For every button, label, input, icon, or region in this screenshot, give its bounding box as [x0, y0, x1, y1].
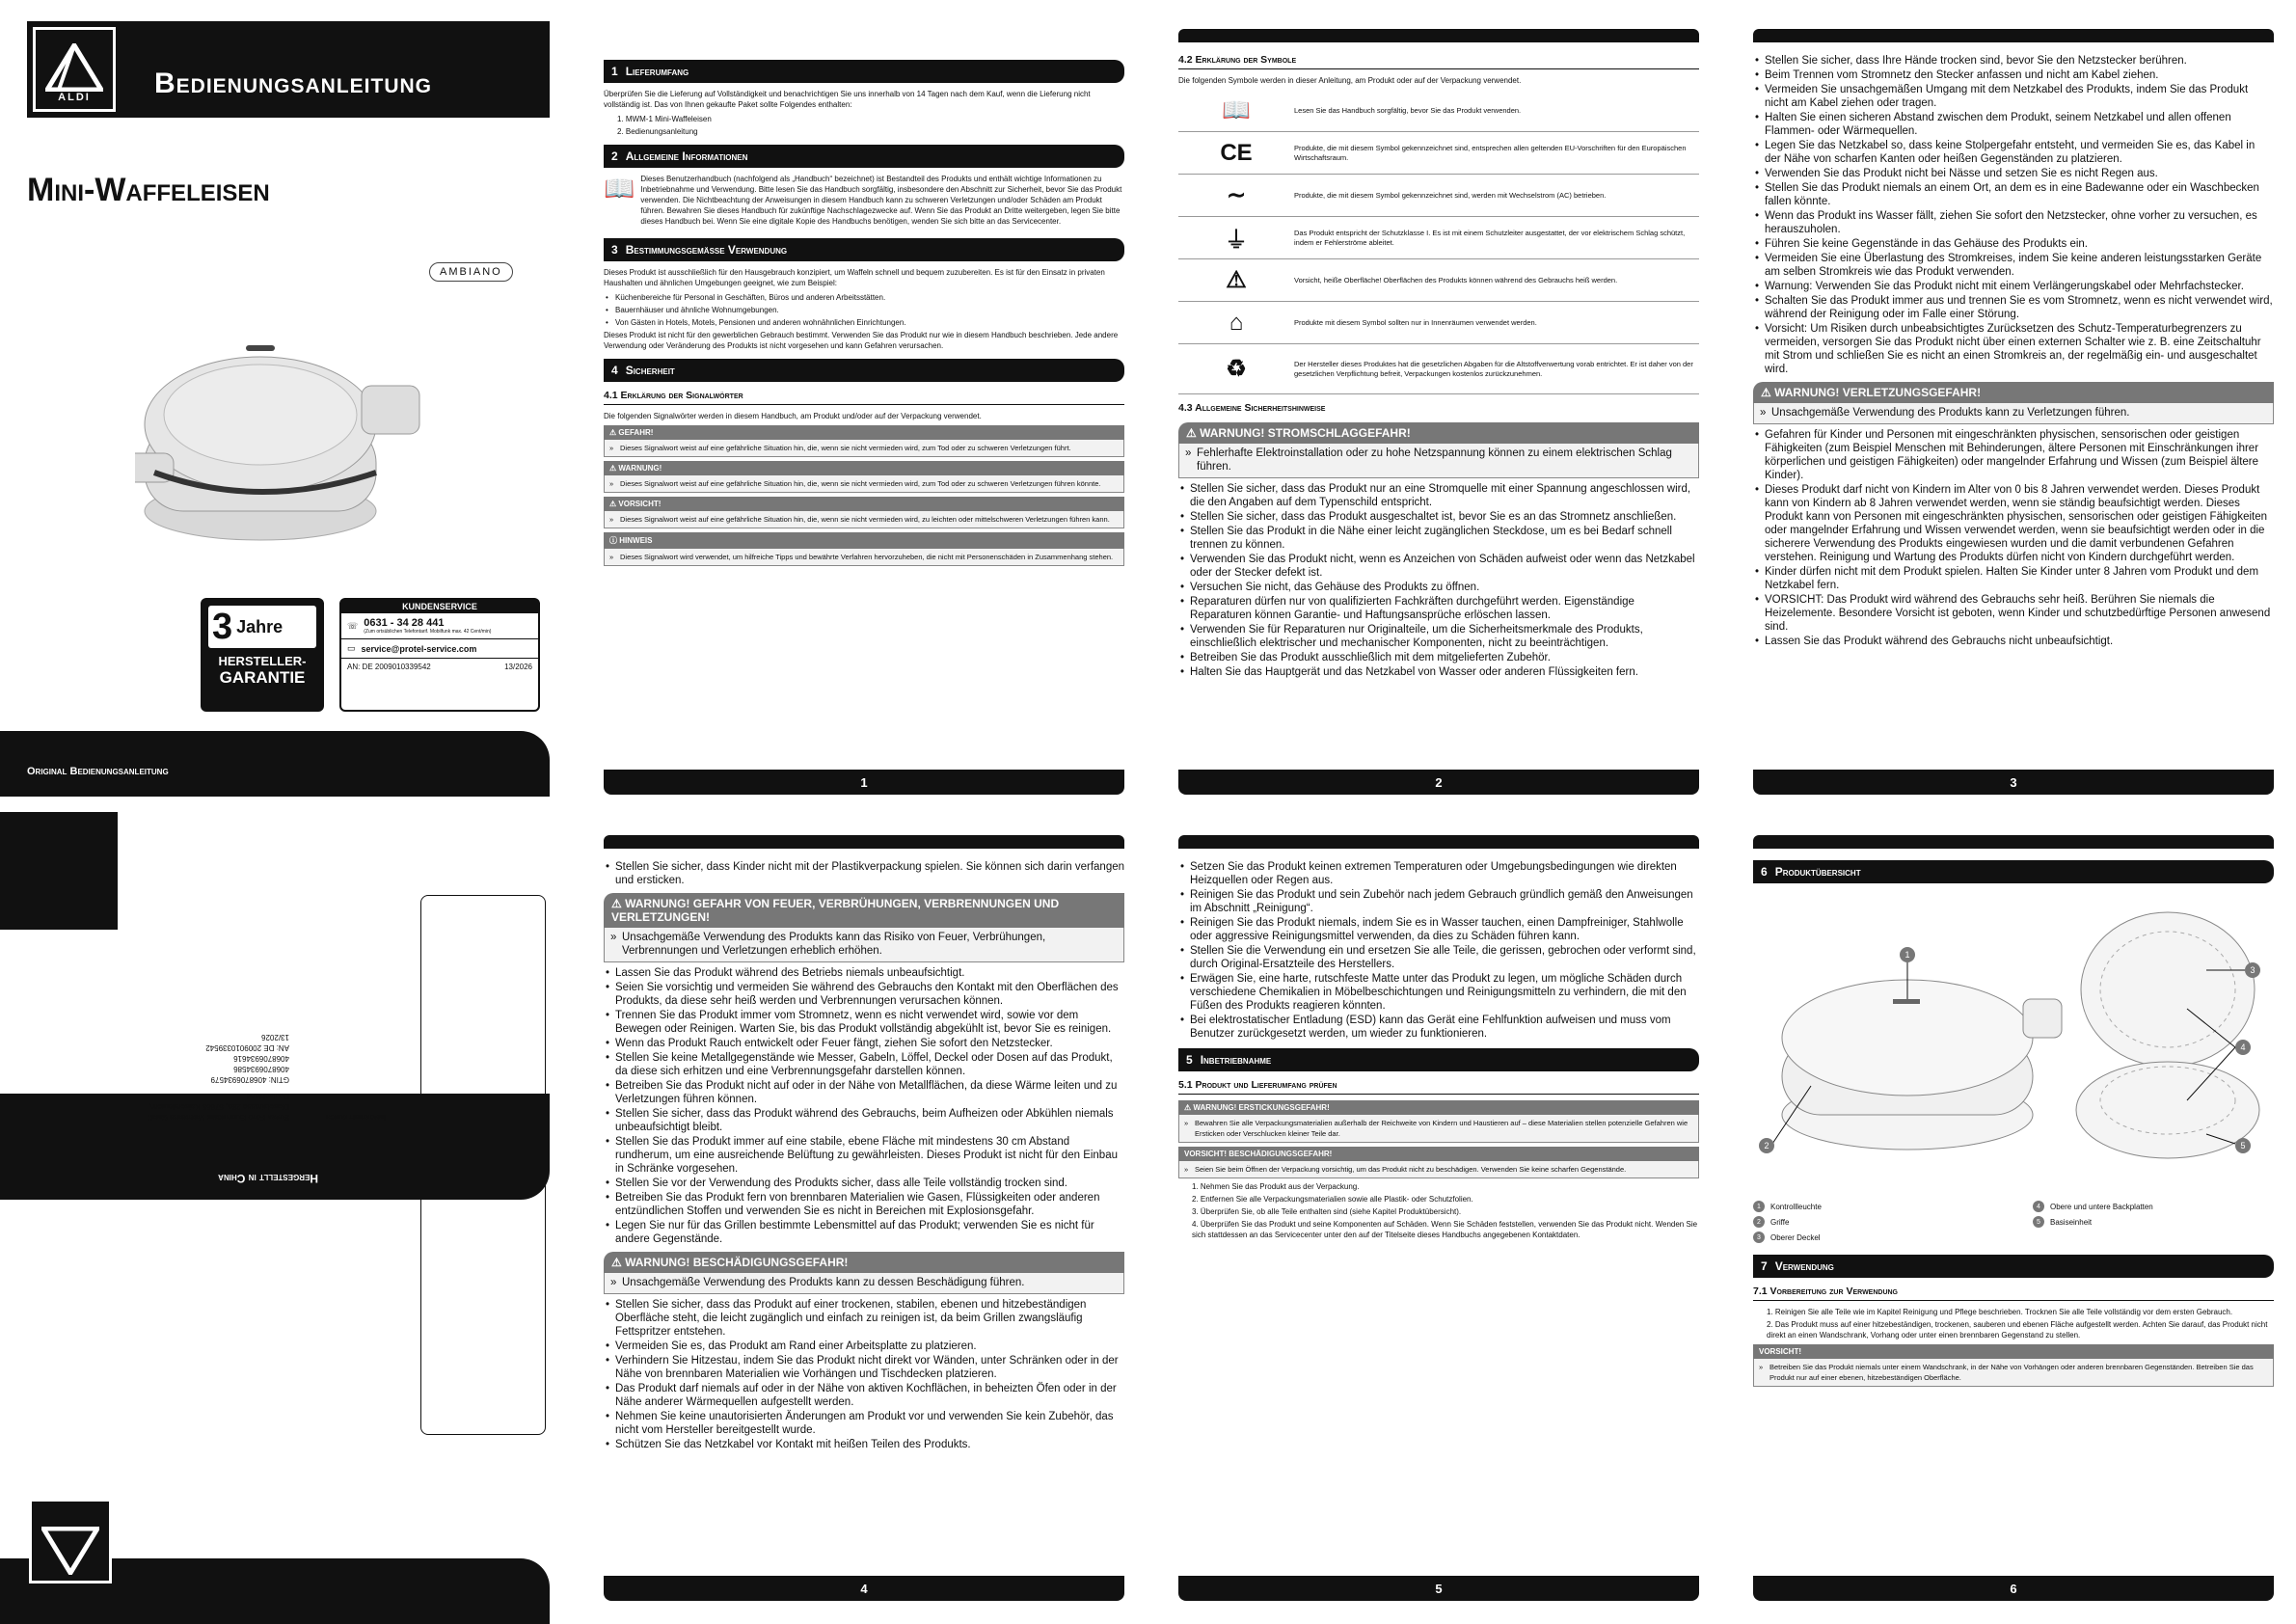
page-1: 1 Lieferumfang Überprüfen Sie die Lieferung auf Vollständigkeit und benachrichtigen Sie uns innerhalb von 14 Tagen nach dem Kauf, wenn die Lieferung nicht vollständig ist. Das von Ihnen gekaufte Paket sollte Folgendes enthalten: 1. MWM-1 Mini-Waffeleisen 2. Bedienungsanleitung 2 Allgemeine Informationen 📖 Dieses Benutzerhandbuch (nachfolgend als „Handbuch“ bezeichnet) ist Bestandteil des Produkts und enthält wichtige Informationen zu Inbetriebnahme und Verwendung. Bitte lesen Sie das Handbuch sorgfältig, insbesondere den Abschnitt zur Sicherheit, bevor Sie das Produkt verwenden. Die Nichtbeachtung der Anweisungen in diesem Handbuch kann zu schweren Verletzungen und/oder Schäden am Produkt führen. Bewahren Sie dieses Handbuch für zukünftige Nachschlagezwecke auf. Wenn Sie das Produkt an Dritte weitergeben, legen Sie bitte dieses Handbuch bei. Wenn Sie eine digitale Kopie des Handbuchs benötigen, wenden Sie sich bitte an das Servicecenter. 3 Bestimmungsgemässe Verwendung Dieses Produkt ist ausschließlich für den Hausgebrauch konzipiert, um Waffeln schnell und bequem zuzubereiten. Es ist für den Einsatz in privaten Haushalten und ähnlichen Umgebungen geeignet, wie zum Beispiel: • Küchenbereiche für Personal in Geschäften, Büros und anderen Arbeitsstätten. • Bauernhäuser und ähnliche Wohnumgebungen. • Von Gästen in Hotels, Motels, Pensionen und anderen wohnähnlichen Einrichtungen. Dieses Produkt ist nicht für den gewerblichen Gebrauch bestimmt. Verwenden Sie das Produkt nur wie in diesem Handbuch beschrieben. Jede andere Verwendung oder Veränderung des Produkts ist nicht vorgesehen und kann Gefahren verursachen. 4 Sicherheit 4.1 Erklärung der Signalwörter Die folgenden Signalwörter werden in diesem Handbuch, am Produkt und/oder auf der Verpackung verwendet. ⚠ GEFAHR! » Dieses Signalwort weist auf eine gefährliche Situation hin, die, wenn sie nicht vermieden wird, zum Tod oder zu schweren Verletzungen führt. ⚠ WARNUNG! » Dieses Signalwort weist auf eine gefährliche Situation hin, die, wenn sie nicht vermieden wird, zum Tod oder zu schweren Verletzungen führen könnte. ⚠ VORSICHT! » Dieses Signalwort weist auf eine gefährliche Situation hin, die, wenn sie nicht vermieden wird, zu leichten oder mittelschweren Verletzungen führen kann. ⓘ HINWEIS » Dieses Signalwort wird verwendet, um hilfreiche Tipps und bewährte Verfahren hervorzuheben, die nicht mit Personenschäden in Zusammenhang stehen. [604, 52, 1124, 795]
aldi-logo: ALDI [33, 27, 116, 112]
page-5: • Setzen Sie das Produkt keinen extremen Temperaturen oder Umgebungsbedingungen wie direkten Heizquellen oder Regen aus. • Reinigen Sie das Produkt und sein Zubehör nach jedem Gebrauch gründlich gemäß den Anweisungen im Abschnitt „Reinigung“. • Reinigen Sie das Produkt niemals, indem Sie es in Wasser tauchen, einen Dampfreiniger, Stahlwolle oder aggressive Reinigungsmittel verwenden, da dies zu Schäden führen kann. • Stellen Sie die Verwendung ein und ersetzen Sie alle Teile, die gerissen, gebrochen oder verformt sind, durch Original-Ersatzteile des Herstellers. • Erwägen Sie, eine harte, rutschfeste Matte unter das Produkt zu legen, um mögliche Schäden durch verschiedene Chemikalien in Möbelbeschichtungen und Reinigungsmitteln zu verhindern, die mit den Füßen des Produkts reagieren könnten. • Bei elektrostatischer Entladung (ESD) kann das Gerät eine Fehlfunktion aufweisen und muss vom Benutzer zurückgesetzt werden, um wieder zu funktionieren. 5 Inbetriebnahme 5.1 Produkt und Lieferumfang prüfen ⚠ WARNUNG! ERSTICKUNGSGEFAHR! » Bewahren Sie alle Verpackungsmaterialien außerhalb der Reichweite von Kindern und Haustieren auf – diese Materialien stellen potenzielle Gefahren wie Ersticken oder Verschlucken kleiner Teile dar. VORSICHT! BESCHÄDIGUNGSGEFAHR! » Seien Sie beim Öffnen der Verpackung vorsichtig, um das Produkt nicht zu beschädigen. Verwenden Sie keine scharfen Gegenstände. 1. Nehmen Sie das Produkt aus der Verpackung. 2. Entfernen Sie alle Verpackungsmaterialien sowie alle Plastik- oder Schutzfolien. 3. Überprüfen Sie, ob alle Teile enthalten sind (siehe Kapitel Produktübersicht). 4. Überprüfen Sie das Produkt und seine Komponenten auf Schäden. Wenn Sie Schäden feststellen, verwenden Sie das Produkt nicht. Wenden Sie sich stattdessen an das Servicecenter unter den auf der Titelseite dieses Handbuchs angegebenen Kontaktdaten. [1178, 835, 1699, 1578]
page-3: • Stellen Sie sicher, dass Ihre Hände trocken sind, bevor Sie den Netzstecker berühren. • Beim Trennen vom Stromnetz den Stecker anfassen und nicht am Kabel ziehen. • Vermeiden Sie unsachgemäßen Umgang mit dem Netzkabel des Produkts, indem Sie das Produkt nicht am Kabel ziehen oder tragen. • Halten Sie einen sicheren Abstand zwischen dem Produkt, seinem Netzkabel und allen offenen Flammen- oder Wärmequellen. • Legen Sie das Netzkabel so, dass keine Stolpergefahr entsteht, und vermeiden Sie es, das Kabel in der Nähe von scharfen Kanten oder heißen Gegenständen zu platzieren. • Verwenden Sie das Produkt nicht bei Nässe und setzen Sie es nicht Regen aus. • Stellen Sie das Produkt niemals an einem Ort, an dem es in eine Badewanne oder ein Waschbecken fallen könnte. • Wenn das Produkt ins Wasser fällt, ziehen Sie sofort den Netzstecker, ohne vorher zu versuchen, es herauszuholen. • Führen Sie keine Gegenstände in das Gehäuse des Produkts ein. • Vermeiden Sie eine Überlastung des Stromkreises, indem Sie keine anderen leistungsstarken Geräte am selben Stromkreis wie das Produkt verwenden. • Warnung: Verwenden Sie das Produkt nicht mit einem Verlängerungskabel oder Mehrfachstecker. • Schalten Sie das Produkt immer aus und trennen Sie es vom Stromnetz, wenn es nicht verwendet wird, während der Reinigung oder im Falle einer Störung. • Vorsicht: Um Risiken durch unbeabsichtigtes Zurücksetzen des Schutz-Temperaturbegrenzers zu vermeiden, versorgen Sie das Produkt nicht über einen externen Schalter wie z. B. eine Zeitschaltuhr mit Strom und schließen Sie es nicht an einen Stromkreis an, der regelmäßig ein- und ausgeschaltet wird. ⚠ WARNUNG! VERLETZUNGSGEFAHR! » Unsachgemäße Verwendung des Produkts kann zu Verletzungen führen. • Gefahren für Kinder und Personen mit eingeschränkten physischen, sensorischen oder geistigen Fähigkeiten (zum Beispiel Menschen mit Behinderungen, ältere Personen mit Einschränkungen ihrer körperlichen und geistigen Fähigkeiten) oder mangelnder Erfahrung und Wissen (zum Beispiel ältere Kinder). • Dieses Produkt darf nicht von Kindern im Alter von 0 bis 8 Jahren verwendet werden. Dieses Produkt kann von Kindern ab 8 Jahren verwendet werden, wenn sie ständig beaufsichtigt werden. Dieses Produkt kann von Personen mit eingeschränkten physischen, sensorischen oder geistigen Fähigkeiten oder mangelnder Erfahrung und Wissen verwendet werden, wenn sie beaufsichtigt werden oder in die sicherere Verwendung des Produkts eingewiesen wurden und die damit verbundenen Gefahren verstehen. Reinigung und Wartung des Produkts dürfen nicht von Kindern durchgeführt werden. • Kinder dürfen nicht mit dem Produkt spielen. Halten Sie Kinder unter 8 Jahren vom Produkt und dem Netzkabel fern. • VORSICHT: Das Produkt wird während des Gebrauchs sehr heiß. Berühren Sie niemals die Heizelemente. Besondere Vorsicht ist geboten, wenn Kinder und schutzbedürftige Personen anwesend sind. • Lassen Sie das Produkt während des Gebrauchs nicht unbeaufsichtigt. [1753, 29, 2274, 771]
monitor-icon: ▭ [347, 643, 356, 653]
page-number-6: 6 [1753, 1576, 2274, 1601]
made-in: Hergestellt in China [218, 1172, 318, 1185]
page-number-1: 1 [604, 770, 1124, 795]
recycling-icon: ♻ [1226, 356, 1247, 382]
phone-icon: ☏ [347, 620, 359, 631]
aldi-a-icon [41, 1527, 99, 1575]
page-number-5: 5 [1178, 1576, 1699, 1601]
page-4: • Stellen Sie sicher, dass Kinder nicht mit der Plastikverpackung spielen. Sie können sich darin verfangen und ersticken. ⚠ WARNUNG! GEFAHR VON FEUER, VERBRÜHUNGEN, VERBRENNUNGEN UND VERLETZUNGEN! » Unsachgemäße Verwendung des Produkts kann das Risiko von Feuer, Verbrühungen, Verbrennungen und Verletzungen erheblich erhöhen. • Lassen Sie das Produkt während des Betriebs niemals unbeaufsichtigt. • Seien Sie vorsichtig und vermeiden Sie während des Gebrauchs den Kontakt mit den Oberflächen des Produkts, da diese sehr heiß werden und Verbrennungen verursachen können. • Trennen Sie das Produkt immer vom Stromnetz, wenn es nicht verwendet wird, sowie vor dem Bewegen oder Reinigen. Warten Sie, bis das Produkt vollständig abgekühlt ist, bevor Sie es reinigen. • Wenn das Produkt Rauch entwickelt oder Feuer fängt, ziehen Sie sofort den Netzstecker. • Stellen Sie keine Metallgegenstände wie Messer, Gabeln, Löffel, Deckel oder Dosen auf das Produkt, da diese sich erhitzen und eine Verbrennungsgefahr darstellen können. • Betreiben Sie das Produkt nicht auf oder in der Nähe von Metallflächen, da diese Wärme leiten und zu Verletzungen führen können. • Stellen Sie sicher, dass das Produkt während des Gebrauchs, beim Aufheizen oder Abkühlen niemals unbeaufsichtigt bleibt. • Stellen Sie das Produkt immer auf eine stabile, ebene Fläche mit mindestens 30 cm Abstand rundherum, um eine ausreichende Belüftung zu gewährleisten. Dieses Produkt ist nicht für den Einbau in Schränke vorgesehen. • Stellen Sie vor der Verwendung des Produkts sicher, dass alle Teile vollständig trocken sind. • Betreiben Sie das Produkt fern von brennbaren Materialien wie Gasen, Flüssigkeiten oder anderen entzündlichen Stoffen und verwenden Sie es nicht in Bereichen mit Explosionsgefahr. • Legen Sie nur für das Grillen bestimmte Lebensmittel auf das Produkt; verwenden Sie es nicht für andere Gegenstände. ⚠ WARNUNG! BESCHÄDIGUNGSGEFAHR! » Unsachgemäße Verwendung des Produkts kann zu dessen Beschädigung führen. • Stellen Sie sicher, dass das Produkt auf einer trockenen, stabilen, ebenen und hitzebeständigen Oberfläche steht, die leicht zugänglich und einfach zu reinigen ist, da beim Grillen zwangsläufig Fettspritzer entstehen. • Vermeiden Sie es, das Produkt am Rand einer Arbeitsplatte zu platzieren. • Verhindern Sie Hitzestau, indem Sie das Produkt nicht direkt vor Wänden, unter Schränken oder in der Nähe von brennbaren Materialien wie Vorhängen und Tischdecken platzieren. • Das Produkt darf niemals auf oder in der Nähe von aktiven Kochflächen, in beheizten Öfen oder in der Nähe anderer Wärmequellen aufgestellt werden. • Nehmen Sie keine unautorisierten Änderungen am Produkt vor und verwenden Sie kein Zubehör, das nicht vom Hersteller bereitgestellt wurde. • Schützen Sie das Netzkabel vor Kontakt mit heißen Teilen des Produkts. [604, 835, 1124, 1578]
waffle-maker-image [135, 318, 424, 550]
original-label: Original Bedienungsanleitung [27, 766, 169, 777]
cover-page [0, 0, 550, 800]
hot-surface-icon: ⚠ [1226, 267, 1247, 293]
page-number-3: 3 [1753, 770, 2274, 795]
indoor-house-icon: ⌂ [1229, 309, 1244, 336]
page-2: 4.2 Erklärung der Symbole Die folgenden Symbole werden in dieser Anleitung, am Produkt oder auf der Verpackung verwendet. 📖 Lesen Sie das Handbuch sorgfältig, bevor Sie das Produkt verwenden. CE Produkte, die mit diesem Symbol gekennzeichnet sind, entsprechen allen geltenden EU-Vorschriften für den Europäischen Wirtschaftsraum. ∼ Produkte, die mit diesem Symbol gekennzeichnet sind, werden mit Wechselstrom (AC) betrieben. ⏚ Das Produkt entspricht der Schutzklasse I. Es ist mit einem Schutzleiter ausgestattet, der vor elektrischem Schlag schützt, indem er Fehlerströme ableitet. ⚠ Vorsicht, heiße Oberfläche! Oberflächen des Produkts können während des Gebrauchs heiß werden. ⌂ Produkte mit diesem Symbol sollten nur in Innenräumen verwendet werden. ♻ Der Hersteller dieses Produktes hat die gesetzlichen Abgaben für die Altstoffverwertung vorab entrichtet. Er ist daher von der gesetzlichen Verpflichtung befreit, Verpackungen kostenlos zurückzunehmen. 4.3 Allgemeine Sicherheitshinweise ⚠ WARNUNG! STROMSCHLAGGEFAHR! » Fehlerhafte Elektroinstallation oder zu hohe Netzspannung können zu einem elektrischen Schlag führen. • Stellen Sie sicher, dass das Produkt nur an eine Stromquelle mit einer Spannung angeschlossen wird, die den Angaben auf dem Typenschild entspricht. • Stellen Sie sicher, dass das Produkt ausgeschaltet ist, bevor Sie es an das Stromnetz anschließen. • Stellen Sie das Produkt in die Nähe einer leicht zugänglichen Steckdose, um es bei Bedarf schnell trennen zu können. • Verwenden Sie das Produkt nicht, wenn es Anzeichen von Schäden aufweist oder wenn das Netzkabel oder der Stecker defekt ist. • Versuchen Sie nicht, das Gehäuse des Produkts zu öffnen. • Reparaturen dürfen nur von qualifizierten Fachkräften durchgeführt werden. Eigenständige Reparaturen können Garantie- und Haftungsansprüche erlöschen lassen. • Verwenden Sie für Reparaturen nur Originalteile, um die Sicherheitsmerkmale des Produkts, einschließlich elektrischer und mechanischer Komponenten, nicht zu beeinträchtigen. • Betreiben Sie das Produkt ausschließlich mit dem mitgelieferten Zubehör. • Halten Sie das Hauptgerät und das Netzkabel von Wasser oder anderen Flüssigkeiten fern. [1178, 29, 1699, 771]
svg-text:4: 4 [2240, 1042, 2246, 1052]
manual-icon: 📖 [1222, 97, 1251, 123]
back-cover-rotated: Hergestellt in China Importiert durch Supra Foto-Elektronik-Vertriebs-GmbH Dieselstrasse 28a, 67665 Kaiserslautern, Deutschland GTIN: 4068706934579 4068706934586 4068706934616 AN: DE 2009010339542 13/2026 [0, 812, 550, 1624]
ambiano-logo: AMBIANO [429, 262, 513, 282]
page-number-4: 4 [604, 1576, 1124, 1601]
cover-title: Bedienungsanleitung [154, 68, 433, 99]
ce-mark-icon: CE [1220, 139, 1253, 166]
page-number-2: 2 [1178, 770, 1699, 795]
product-name: Mini-Waffeleisen [27, 172, 270, 208]
ground-icon: ⏚ [1225, 228, 1248, 254]
svg-text:3: 3 [2250, 965, 2255, 975]
svg-text:1: 1 [1904, 950, 1910, 960]
product-overview-diagram [1753, 893, 2274, 1192]
page-6: 6 Produktübersicht 1 2 3 4 5 1 Kontrollleuchte 2 Griffe 3 Oberer Deckel 4 Obere und untere Backplatten 5 Basiseinheit 7 Verwendung 7.1 Vorbereitung zur Verwendung 1. Reinigen Sie alle Teile wie im Kapitel Reinigung und Pflege beschrieben. Trocknen Sie alle Teile vollständig vor dem ersten Gebrauch. 2. Das Produkt muss auf einer hitzebeständigen, trockenen, sauberen und ebenen Fläche aufgestellt werden. Achten Sie darauf, das Produkt nicht direkt an einen Wandschrank, Vorhang oder unter einen brennbaren Gegenstand zu stellen. VORSICHT! » Betreiben Sie das Produkt niemals unter einem Wandschrank, in der Nähe von Vorhängen oder anderen brennbaren Gegenständen. Betreiben Sie das Produkt nur auf einer ebenen, hitzebeständigen Oberfläche. [1753, 835, 2274, 1578]
back-aldi-logo [29, 1499, 112, 1583]
aldi-a-icon [45, 43, 103, 92]
ac-icon: ∼ [1226, 182, 1247, 208]
service-box: KUNDENSERVICE ☏ 0631 - 34 28 441 (Zum ortsüblichen Telefontarif. Mobilfunk max. 42 Cent/min) ▭ service@protel-service.com AN: DE 2009010339542 13/2026 [339, 598, 540, 712]
back-cover-page [0, 812, 550, 1624]
svg-text:2: 2 [1764, 1141, 1769, 1150]
svg-text:5: 5 [2240, 1141, 2246, 1150]
warranty-badge: 3 Jahre HERSTELLER- GARANTIE [201, 598, 324, 712]
manual-icon: 📖 [604, 174, 635, 203]
importer-label: Importiert durch [326, 1113, 386, 1123]
